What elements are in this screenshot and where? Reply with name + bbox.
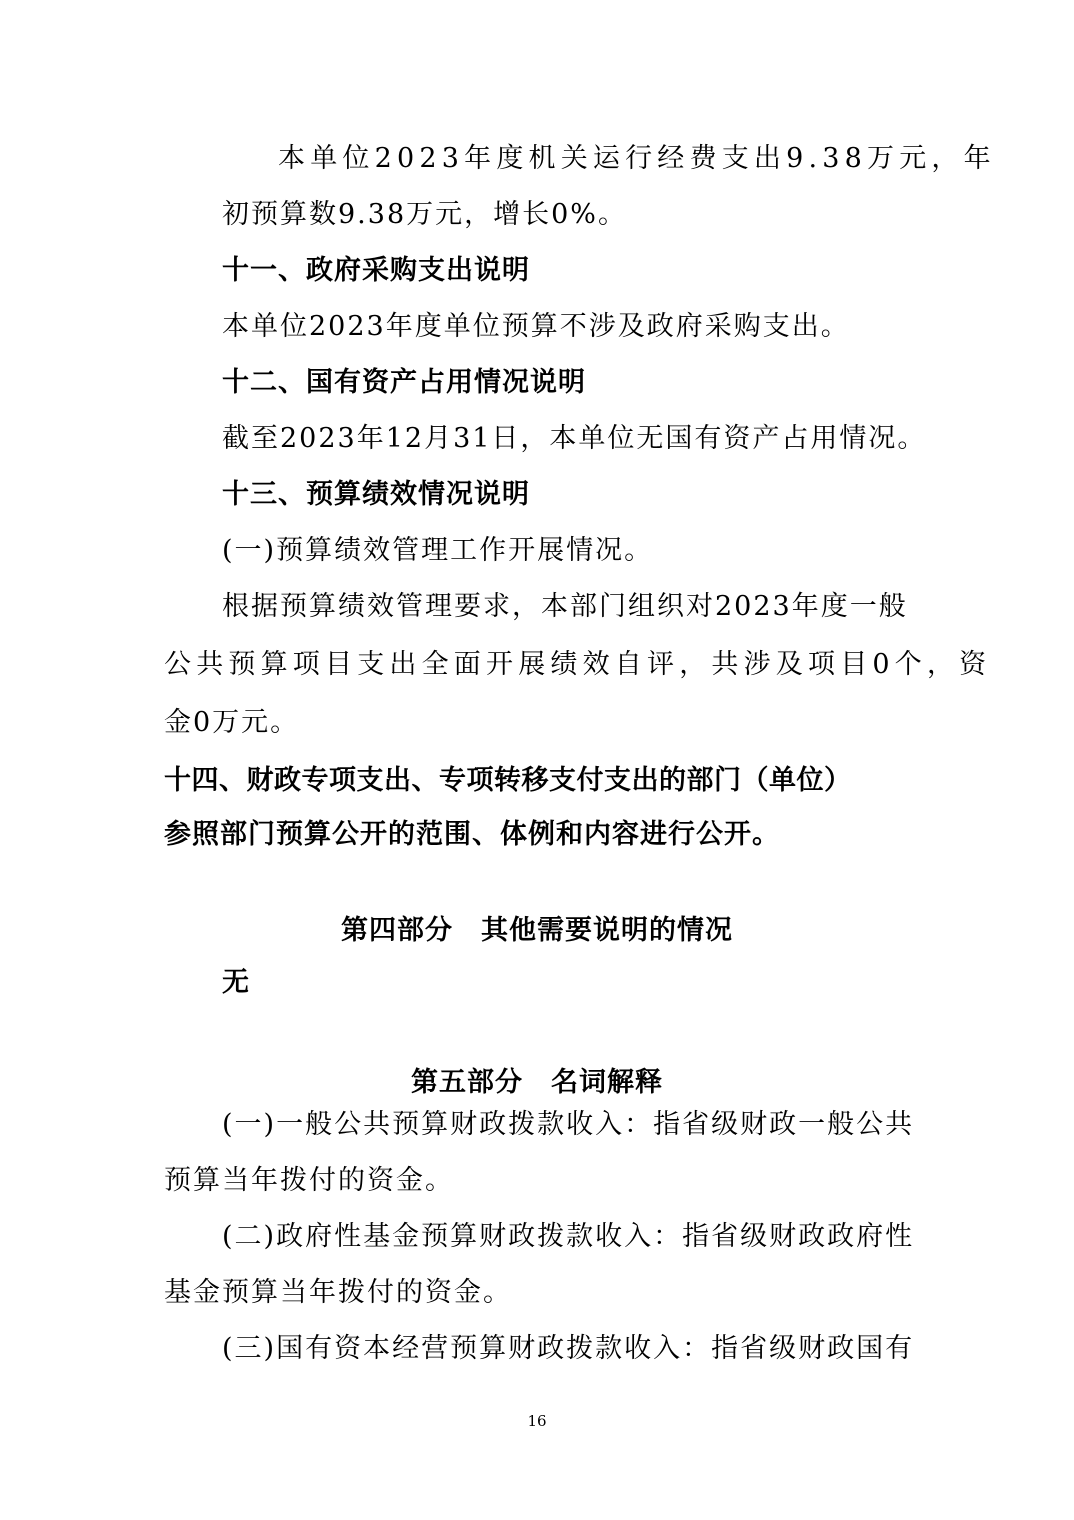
paragraph-line: 截至2023年12月31日，本单位无国有资产占用情况。 <box>222 423 927 454</box>
paragraph-line: 本单位2023年度机关运行经费支出9.38万元，年 <box>278 143 996 174</box>
paragraph-line: 根据预算绩效管理要求，本部门组织对2023年度一般 <box>222 591 908 622</box>
paragraph-line: 金0万元。 <box>164 707 300 738</box>
part-title: 第五部分 名词解释 <box>411 1067 663 1098</box>
definition-line: 预算当年拨付的资金。 <box>164 1165 454 1196</box>
part-title: 第四部分 其他需要说明的情况 <box>341 915 733 946</box>
definition-line: (二)政府性基金预算财政拨款收入：指省级财政政府性 <box>222 1221 915 1252</box>
paragraph-line: (一)预算绩效管理工作开展情况。 <box>222 535 654 566</box>
page-number: 16 <box>527 1412 547 1430</box>
section-heading: 十二、国有资产占用情况说明 <box>222 367 586 398</box>
section-heading: 十一、政府采购支出说明 <box>222 255 530 286</box>
section-heading: 参照部门预算公开的范围、体例和内容进行公开。 <box>164 819 780 850</box>
section-heading: 十三、预算绩效情况说明 <box>222 479 530 510</box>
section-heading: 十四、财政专项支出、专项转移支付支出的部门（单位） <box>164 765 852 796</box>
definition-line: (一)一般公共预算财政拨款收入：指省级财政一般公共 <box>222 1109 915 1140</box>
paragraph-line: 本单位2023年度单位预算不涉及政府采购支出。 <box>222 311 850 342</box>
paragraph-line: 公共预算项目支出全面开展绩效自评，共涉及项目0个，资 <box>164 649 992 680</box>
definition-line: 基金预算当年拨付的资金。 <box>164 1277 512 1308</box>
part-body: 无 <box>222 967 250 998</box>
definition-line: (三)国有资本经营预算财政拨款收入：指省级财政国有 <box>222 1333 915 1364</box>
paragraph-line: 初预算数9.38万元，增长0%。 <box>222 199 627 230</box>
